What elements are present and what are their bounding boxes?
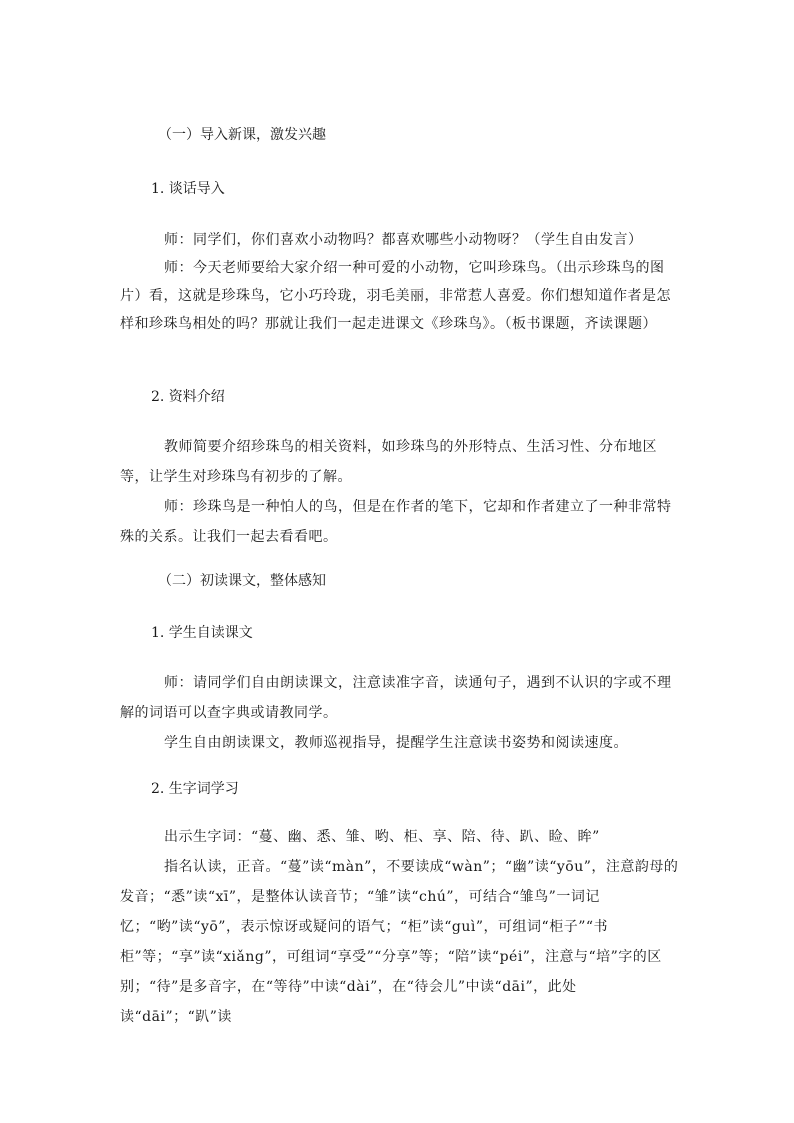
- paragraph-group-2-1: [120, 668, 680, 758]
- paragraph: 指名认读，正音。“蔓”读“màn”，不要读成“wàn”；“幽”读“yōu”，注意韵母的发音；“悉”读“xī”，是整体认读音节；“雏”读“chú”，可结合“雏鸟”一词记忆；“哟”读“yō”，表示惊讶或疑问的语气；“柜”读“guì”，可组词“柜子”“书柜”等；“享”读“xiǎng”，可组词“享受”“分享”等；“陪”读“péi”，注意与“培”字的区别；“待”是多音字，在“等待”中读“dài”，在“待会儿”中读“dāi”，此处读“dāi”；“趴”读: [120, 859, 679, 1025]
- paragraph: 师：请同学们自由朗读课文，注意读准字音，读通句子，遇到不认识的字或不理解的词语可以查字典或请教同学。: [120, 675, 672, 721]
- paragraph: 出示生字词：“蔓、幽、悉、雏、哟、柜、享、陪、待、趴、睑、眸”: [164, 829, 600, 845]
- paragraph-group-1-1: [120, 226, 680, 338]
- paragraph: 学生自由朗读课文，教师巡视指导，提醒学生注意读书姿势和阅读速度。: [164, 735, 628, 751]
- paragraph: 师：今天老师要给大家介绍一种可爱的小动物，它叫珍珠鸟。（出示珍珠鸟的图片）看，这就是珍珠鸟，它小巧玲珑，羽毛美丽，非常惹人喜爱。你们想知道作者是怎样和珍珠鸟相处的吗？那就让我们一起走进课文《珍珠鸟》。（板书课题，齐读课题）: [120, 260, 671, 332]
- subsection-title-1-1: 1. 谈话导入: [151, 181, 225, 197]
- section-heading-2: （二）初读课文，整体感知: [158, 573, 326, 589]
- paragraph: 教师简要介绍珍珠鸟的相关资料，如珍珠鸟的外形特点、生活习性、分布地区等，让学生对珍珠鸟有初步的了解。: [120, 439, 657, 485]
- section-heading-1: （一）导入新课，激发兴趣: [158, 127, 326, 143]
- paragraph: 师：同学们，你们喜欢小动物吗？都喜欢哪些小动物呀？（学生自由发言）: [164, 232, 643, 248]
- paragraph: 师：珍珠鸟是一种怕人的鸟，但是在作者的笔下，它却和作者建立了一种非常特殊的关系。让我们一起去看看吧。: [120, 499, 672, 545]
- subsection-title-2-2: 2. 生字词学习: [151, 781, 239, 797]
- subsection-title-2-1: 1. 学生自读课文: [151, 625, 253, 641]
- paragraph-group-2-2: [120, 822, 680, 1032]
- subsection-title-1-2: 2. 资料介绍: [151, 389, 225, 405]
- paragraph-group-1-2: [120, 432, 680, 552]
